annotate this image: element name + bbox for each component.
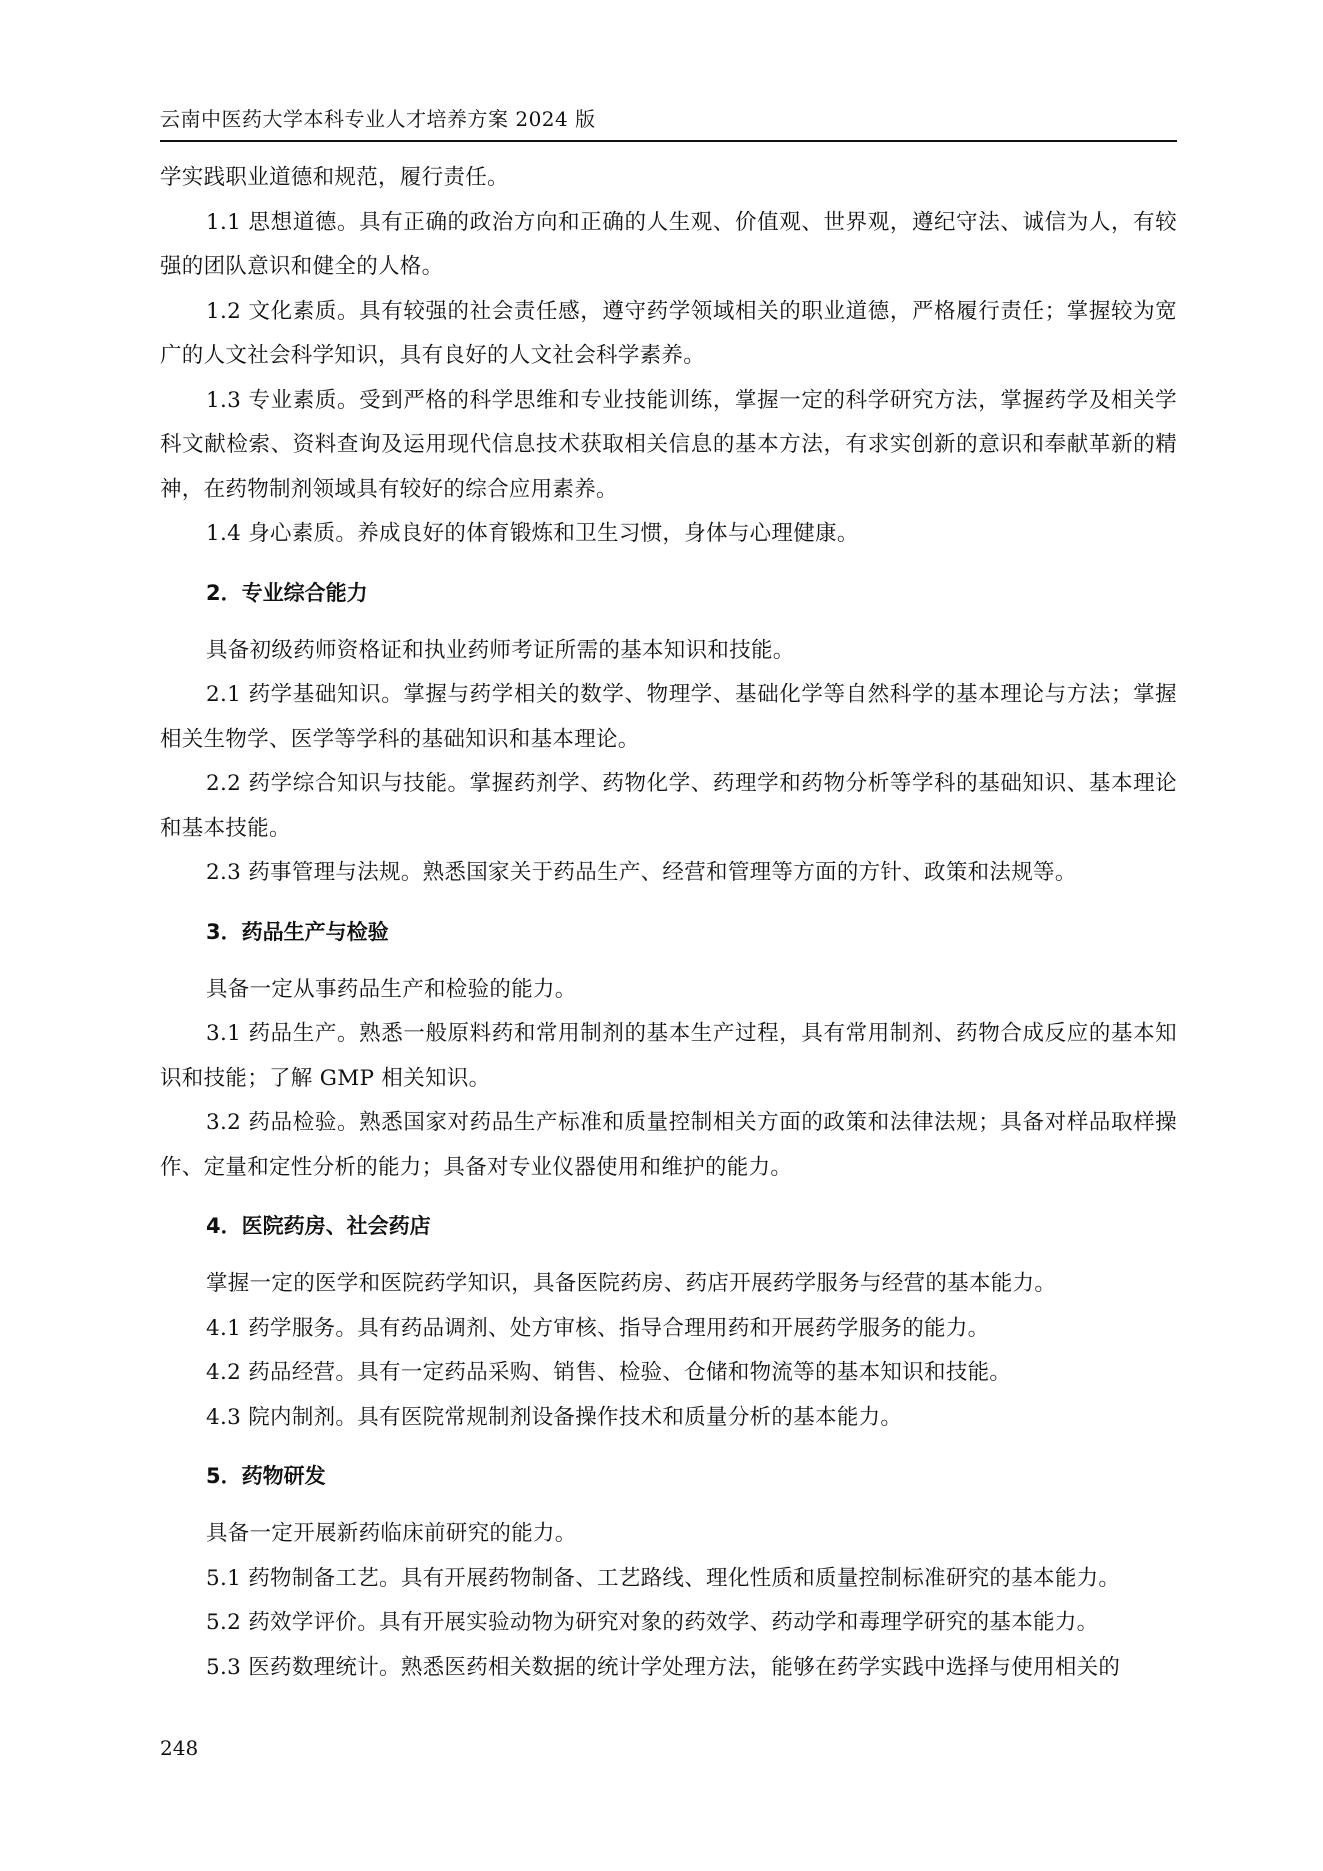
paragraph: 5.2 药效学评价。具有开展实验动物为研究对象的药效学、药动学和毒理学研究的基本能力。 xyxy=(206,1610,1099,1635)
paragraph: 3.2 药品检验。熟悉国家对药品生产标准和质量控制相关方面的政策和法律法规；具备对样品取样操作、定量和定性分析的能力；具备对专业仪器使用和维护的能力。 xyxy=(160,1110,1177,1180)
paragraph: 1.2 文化素质。具有较强的社会责任感，遵守药学领域相关的职业道德，严格履行责任；掌握较为宽广的人文社会科学知识，具有良好的人文社会科学素养。 xyxy=(160,298,1177,368)
paragraph: 1.3 专业素质。受到严格的科学思维和专业技能训练，掌握一定的科学研究方法，掌握药学及相关学科文献检索、资料查询及运用现代信息技术获取相关信息的基本方法，有求实创新的意识和奉献革新的精神，在药物制剂领域具有较好的综合应用素养。 xyxy=(160,387,1177,502)
paragraph: 1.4 身心素质。养成良好的体育锻炼和卫生习惯，身体与心理健康。 xyxy=(206,521,859,546)
section-heading: 5．药物研发 xyxy=(206,1464,326,1488)
paragraph: 具备初级药师资格证和执业药师考证所需的基本知识和技能。 xyxy=(206,637,795,663)
paragraph: 5.1 药物制备工艺。具有开展药物制备、工艺路线、理化性质和质量控制标准研究的基本能力。 xyxy=(206,1565,1121,1591)
paragraph: 学实践职业道德和规范，履行责任。 xyxy=(160,165,509,190)
paragraph: 4.1 药学服务。具有药品调剂、处方审核、指导合理用药和开展药学服务的能力。 xyxy=(206,1315,990,1341)
paragraph: 2.2 药学综合知识与技能。掌握药剂学、药物化学、药理学和药物分析等学科的基础知识、基本理论和基本技能。 xyxy=(160,771,1177,841)
section-heading: 3．药品生产与检验 xyxy=(206,919,389,944)
paragraph: 具备一定开展新药临床前研究的能力。 xyxy=(206,1521,577,1546)
paragraph: 5.3 医药数理统计。熟悉医药相关数据的统计学处理方法，能够在药学实践中选择与使用相关的 xyxy=(206,1654,1121,1680)
paragraph: 1.1 思想道德。具有正确的政治方向和正确的人生观、价值观、世界观，遵纪守法、诚信为人，有较强的团队意识和健全的人格。 xyxy=(160,209,1177,279)
paragraph: 4.3 院内制剂。具有医院常规制剂设备操作技术和质量分析的基本能力。 xyxy=(206,1404,903,1430)
paragraph: 3.1 药品生产。熟悉一般原料药和常用制剂的基本生产过程，具有常用制剂、药物合成反应的基本知识和技能；了解 GMP 相关知识。 xyxy=(160,1021,1177,1091)
paragraph: 2.1 药学基础知识。掌握与药学相关的数学、物理学、基础化学等自然科学的基本理论与方法；掌握相关生物学、医学等学科的基础知识和基本理论。 xyxy=(160,682,1177,752)
running-header: 云南中医药大学本科专业人才培养方案 2024 版 xyxy=(160,104,1177,142)
paragraph: 掌握一定的医学和医院药学知识，具备医院药房、药店开展药学服务与经营的基本能力。 xyxy=(206,1271,1057,1296)
paragraph: 具备一定从事药品生产和检验的能力。 xyxy=(206,976,577,1002)
paragraph: 2.3 药事管理与法规。熟悉国家关于药品生产、经营和管理等方面的方针、政策和法规等。 xyxy=(206,860,1077,885)
paragraph: 4.2 药品经营。具有一定药品采购、销售、检验、仓储和物流等的基本知识和技能。 xyxy=(206,1360,1012,1385)
page-number: 248 xyxy=(160,1736,199,1760)
document-body xyxy=(160,156,1177,1690)
section-heading: 4．医院药房、社会药店 xyxy=(206,1214,431,1238)
section-heading: 2．专业综合能力 xyxy=(206,580,368,605)
